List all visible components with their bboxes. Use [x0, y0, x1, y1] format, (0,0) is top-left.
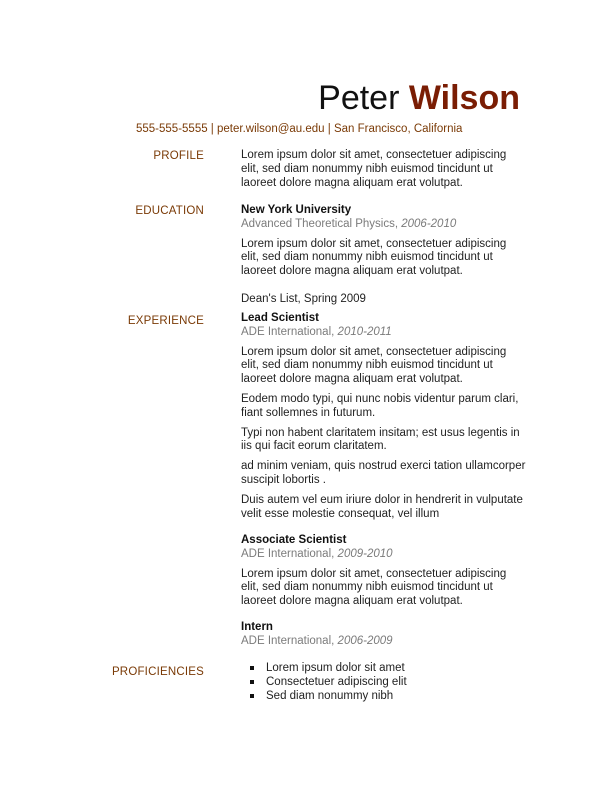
job-paragraph: Typi non habent claritatem insitam; est usus legentis in iis qui facit eorum claritatem.	[241, 426, 520, 453]
job-entry	[241, 312, 526, 521]
profile-section	[241, 149, 526, 190]
job-dates: 2009-2010	[337, 547, 393, 560]
proficiencies-heading: PROFICIENCIES	[111, 666, 204, 678]
job-company-line	[241, 326, 526, 340]
education-section	[241, 204, 526, 307]
first-name: Peter	[318, 79, 400, 117]
job-paragraph: Duis autem vel eum iriure dolor in hendrerit in vulputate velit esse molestie consequat, vel illum	[241, 493, 523, 520]
skills-list	[241, 662, 526, 703]
job-entry	[241, 534, 526, 609]
education-honor: Dean's List, Spring 2009	[241, 292, 366, 305]
contact-line: 555-555-5555 | peter.wilson@au.edu | San Francisco, California	[136, 123, 463, 135]
job-title: Associate Scientist	[241, 534, 347, 546]
job-paragraph: Lorem ipsum dolor sit amet, consectetuer adipiscing elit, sed diam nonummy nibh euismod tincidunt ut laoreet dolore magna aliquam erat volutpat.	[241, 345, 507, 386]
experience-heading: EXPERIENCE	[127, 315, 204, 327]
last-name: Wilson	[408, 79, 520, 117]
education-dates: 2006-2010	[401, 217, 457, 230]
proficiencies-section	[241, 662, 526, 703]
job-dates: 2010-2011	[337, 325, 392, 338]
education-heading: EDUCATION	[135, 205, 204, 217]
job-company-line	[241, 548, 526, 562]
job-dates: 2006-2009	[337, 634, 393, 647]
skill-item: Sed diam nonummy nibh	[241, 690, 526, 704]
job-entry	[241, 621, 526, 649]
job-company: ADE International,	[241, 634, 335, 647]
job-title: Lead Scientist	[241, 312, 319, 324]
resume-name	[318, 78, 520, 118]
school-name: New York University	[241, 204, 352, 216]
job-paragraph: Eodem modo typi, qui nunc nobis videntur parum clari, fiant sollemnes in futurum.	[241, 392, 519, 419]
job-paragraph: Lorem ipsum dolor sit amet, consectetuer adipiscing elit, sed diam nonummy nibh euismod tincidunt ut laoreet dolore magna aliquam erat volutpat.	[241, 567, 507, 608]
job-company-line	[241, 635, 526, 649]
skill-item: Lorem ipsum dolor sit amet	[241, 662, 526, 676]
degree-line	[241, 218, 526, 232]
profile-text: Lorem ipsum dolor sit amet, consectetuer adipiscing elit, sed diam nonummy nibh euismod tincidunt ut laoreet dolore magna aliquam erat volutpat.	[241, 149, 507, 189]
job-company: ADE International,	[241, 547, 335, 560]
job-paragraph: ad minim veniam, quis nostrud exerci tation ullamcorper suscipit lobortis .	[241, 460, 526, 486]
job-company: ADE International,	[241, 325, 335, 338]
job-title: Intern	[241, 621, 273, 633]
degree: Advanced Theoretical Physics,	[241, 217, 399, 230]
skill-item: Consectetuer adipiscing elit	[241, 676, 526, 690]
profile-heading: PROFILE	[153, 150, 204, 162]
education-text: Lorem ipsum dolor sit amet, consectetuer adipiscing elit, sed diam nonummy nibh euismod tincidunt ut laoreet dolore magna aliquam erat volutpat.	[241, 237, 507, 278]
